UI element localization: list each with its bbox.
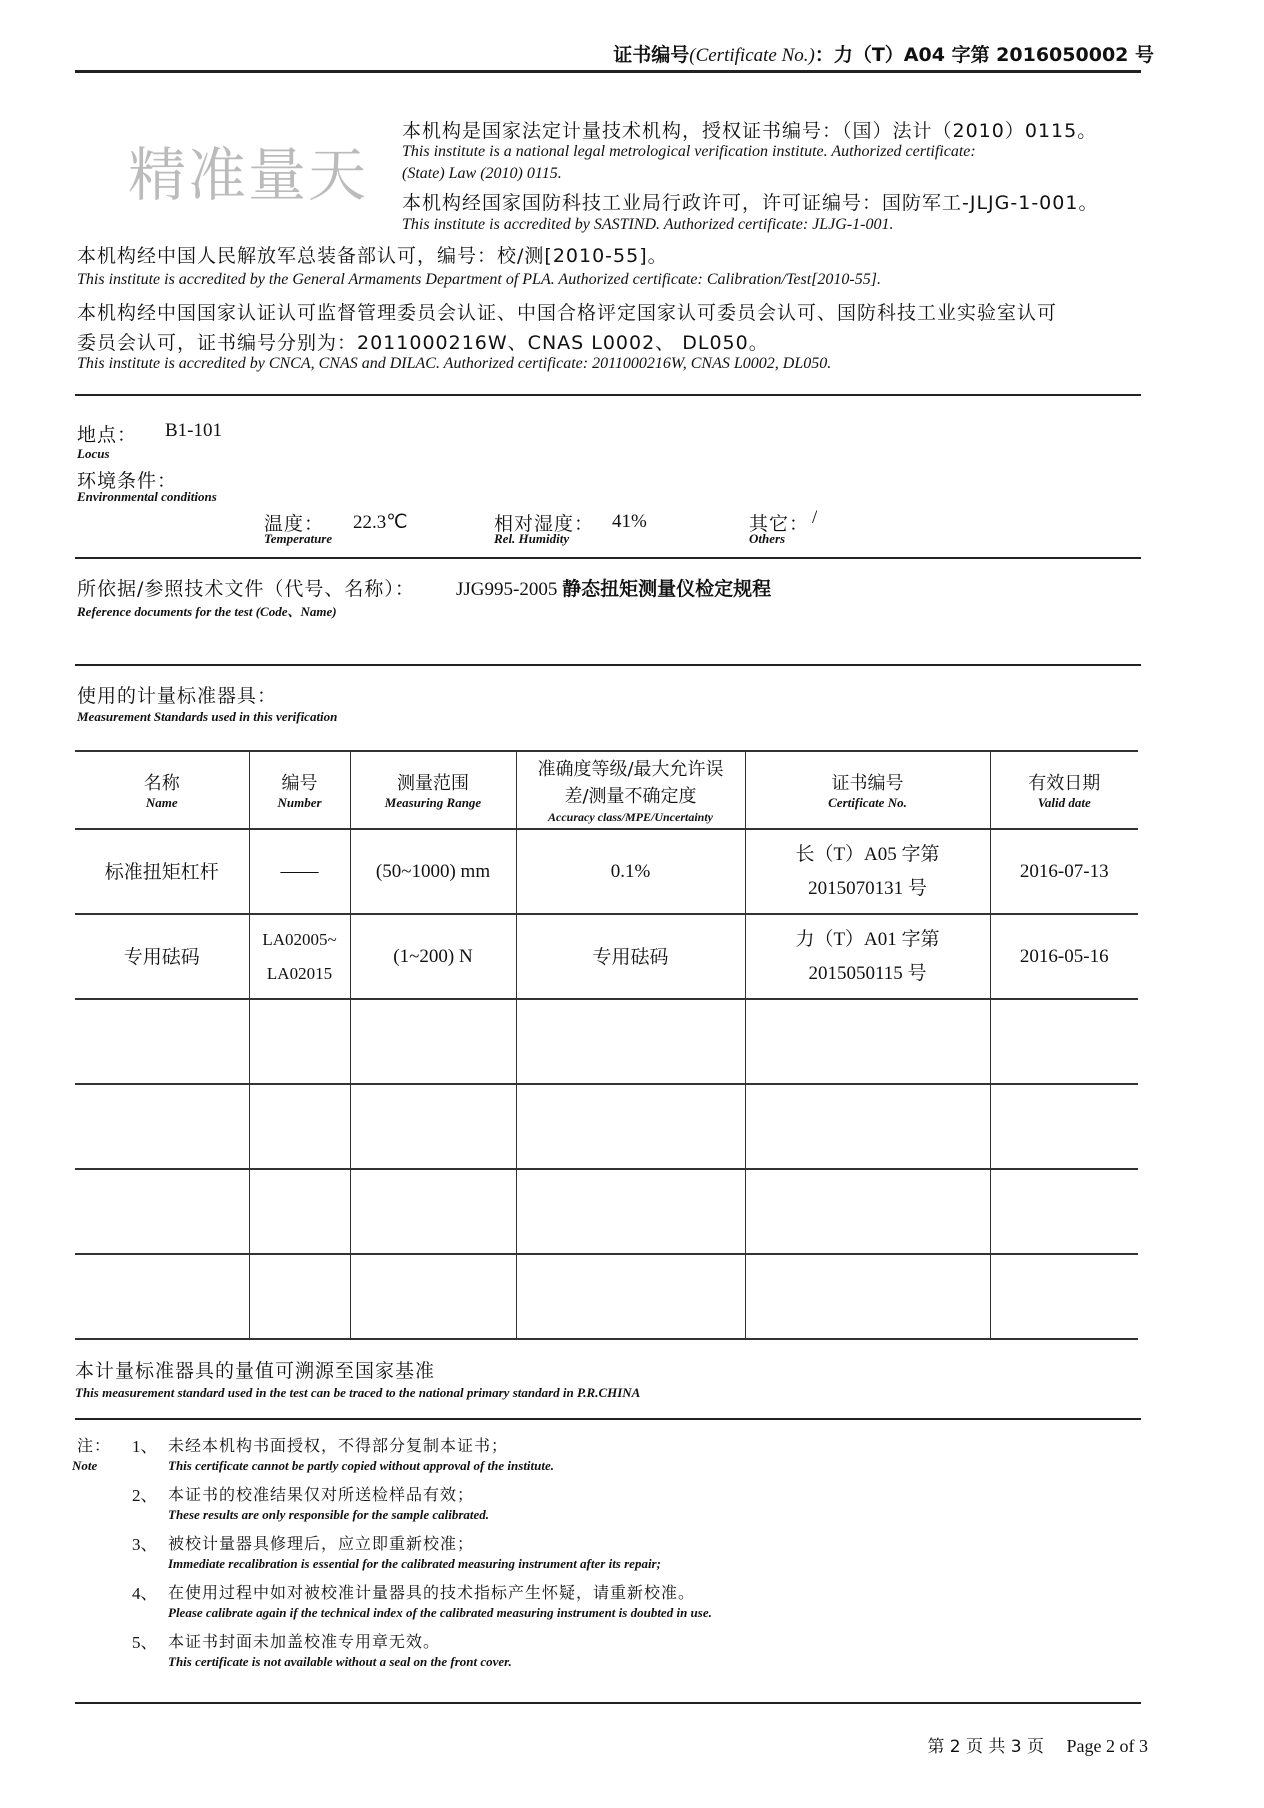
institute-logo: 精准量天: [128, 141, 369, 209]
table-row-empty: [75, 999, 1138, 1084]
locus-value: B1-101: [165, 420, 222, 441]
note-en: These results are only responsible for the sample calibrated.: [168, 1507, 490, 1522]
col-header-name: 名称 Name: [75, 751, 249, 829]
cell-range: (50~1000) mm: [350, 829, 516, 914]
cell-certificate: 力（T）A01 字第 2015050115 号: [745, 914, 990, 999]
humidity-label: 相对湿度：: [494, 513, 595, 535]
locus-label-en: Locus: [77, 446, 110, 461]
intro-en-2: This institute is accredited by SASTIND. Authorized certificate: JLJG-1-001.: [402, 216, 894, 233]
cell-name: 专用砝码: [75, 914, 249, 999]
table-header-row: [75, 751, 1138, 829]
col-header-number: 编号 Number: [249, 751, 350, 829]
divider: [75, 664, 1141, 666]
temp-value: 22.3℃: [353, 512, 408, 533]
note-number: 4、: [132, 1584, 158, 1603]
note-en: Please calibrate again if the technical index of the calibrated measuring instrument is doubted in use.: [168, 1605, 712, 1620]
divider: [75, 1702, 1141, 1704]
cell-name: 标准扭矩杠杆: [75, 829, 249, 914]
reference-label-en: Reference documents for the test (Code、Name): [77, 604, 337, 619]
intro-en-3: This institute is accredited by the General Armaments Department of PLA. Authorized certificate: Calibration/Test[2010-55].: [77, 271, 881, 288]
reference-code: JJG995-2005: [456, 579, 558, 600]
note-cn: 在使用过程中如对被校准计量器具的技术指标产生怀疑，请重新校准。: [168, 1583, 696, 1602]
others-label: 其它：: [749, 513, 810, 535]
cell-valid-date: 2016-05-16: [990, 914, 1138, 999]
standards-label: 使用的计量标准器具：: [77, 685, 278, 707]
note-cn: 本证书封面未加盖校准专用章无效。: [168, 1632, 441, 1651]
note-en: This certificate is not available without a seal on the front cover.: [168, 1654, 512, 1669]
note-number: 3、: [132, 1535, 158, 1554]
notes-label: 注：: [77, 1436, 112, 1455]
intro-cn-3: 本机构经中国人民解放军总装备部认可，编号：校/测[2010-55]。: [77, 245, 668, 267]
intro-en-4: This institute is accredited by CNCA, CNAS and DILAC. Authorized certificate: 2011000216W, CNAS L0002, DL050.: [77, 355, 832, 372]
notes-label-en: Note: [72, 1458, 98, 1473]
note-cn: 未经本机构书面授权，不得部分复制本证书；: [168, 1436, 509, 1455]
note-number: 2、: [132, 1486, 158, 1505]
humidity-value: 41%: [612, 511, 647, 532]
table-row: [75, 829, 1138, 914]
intro-cn-1: 本机构是国家法定计量技术机构，授权证书编号：（国）法计（2010）0115。: [402, 120, 1098, 142]
reference-value: [456, 574, 771, 601]
humidity-label-en: Rel. Humidity: [494, 531, 570, 546]
others-value: /: [812, 507, 818, 528]
intro-en-1: This institute is a national legal metrological verification institute. Authorized certificate:: [402, 143, 976, 160]
reference-name: 静态扭矩测量仪检定规程: [562, 578, 772, 600]
divider: [75, 394, 1141, 396]
intro-cn-4b: 委员会认可，证书编号分别为：2011000216W、CNAS L0002、 DL050。: [77, 332, 769, 354]
divider: [75, 557, 1141, 559]
cell-range: (1~200) N: [350, 914, 516, 999]
traceability-text: 本计量标准器具的量值可溯源至国家基准: [75, 1360, 436, 1382]
locus-label: 地点：: [77, 424, 138, 446]
page-indicator-cn: 第 2 页 共 3 页: [927, 1737, 1045, 1757]
note-en: Immediate recalibration is essential for the calibrated measuring instrument after its repair;: [168, 1556, 661, 1571]
cell-number: ——: [249, 829, 350, 914]
table-row-empty: [75, 1084, 1138, 1169]
cert-no-value: ：力（T）A04 字第 2016050002 号: [814, 44, 1154, 66]
cell-certificate: 长（T）A05 字第 2015070131 号: [745, 829, 990, 914]
traceability-text-en: This measurement standard used in the test can be traced to the national primary standard in P.R.CHINA: [75, 1385, 641, 1400]
temp-label: 温度：: [264, 513, 325, 535]
page-indicator: [927, 1732, 1148, 1757]
divider: [75, 1418, 1141, 1420]
cell-valid-date: 2016-07-13: [990, 829, 1138, 914]
certificate-number: [613, 40, 1154, 67]
cell-number: LA02005~ LA02015: [249, 914, 350, 999]
intro-en-1b: (State) Law (2010) 0115.: [402, 165, 562, 182]
standards-table: [75, 750, 1138, 1340]
intro-cn-4: 本机构经中国国家认证认可监督管理委员会认证、中国合格评定国家认可委员会认可、国防科技工业实验室认可: [77, 302, 1058, 324]
cert-label-cn: 证书编号: [613, 44, 690, 66]
page-indicator-en: Page 2 of 3: [1066, 1736, 1148, 1756]
cell-accuracy: 0.1%: [516, 829, 745, 914]
reference-label: 所依据/参照技术文件（代号、名称）：: [77, 578, 415, 600]
note-cn: 被校计量器具修理后，应立即重新校准；: [168, 1534, 475, 1553]
cell-accuracy: 专用砝码: [516, 914, 745, 999]
table-row: [75, 914, 1138, 999]
note-number: 5、: [132, 1633, 158, 1652]
table-row-empty: [75, 1169, 1138, 1254]
note-cn: 本证书的校准结果仅对所送检样品有效；: [168, 1485, 475, 1504]
cert-label-en: (Certificate No.): [689, 45, 815, 66]
env-label: 环境条件：: [77, 470, 178, 492]
temp-label-en: Temperature: [264, 531, 333, 546]
col-header-valid-date: 有效日期 Valid date: [990, 751, 1138, 829]
divider: [75, 70, 1141, 73]
env-label-en: Environmental conditions: [77, 489, 217, 504]
others-label-en: Others: [749, 531, 786, 546]
intro-cn-2: 本机构经国家国防科技工业局行政许可，许可证编号：国防军工-JLJG-1-001。: [402, 192, 1099, 214]
table-row-empty: [75, 1254, 1138, 1339]
col-header-accuracy: 准确度等级/最大允许误差/测量不确定度 Accuracy class/MPE/Uncertainty: [516, 751, 745, 829]
note-number: 1、: [132, 1437, 158, 1456]
col-header-range: 测量范围 Measuring Range: [350, 751, 516, 829]
note-en: This certificate cannot be partly copied without approval of the institute.: [168, 1458, 555, 1473]
col-header-certificate: 证书编号 Certificate No.: [745, 751, 990, 829]
standards-label-en: Measurement Standards used in this verification: [77, 709, 338, 724]
